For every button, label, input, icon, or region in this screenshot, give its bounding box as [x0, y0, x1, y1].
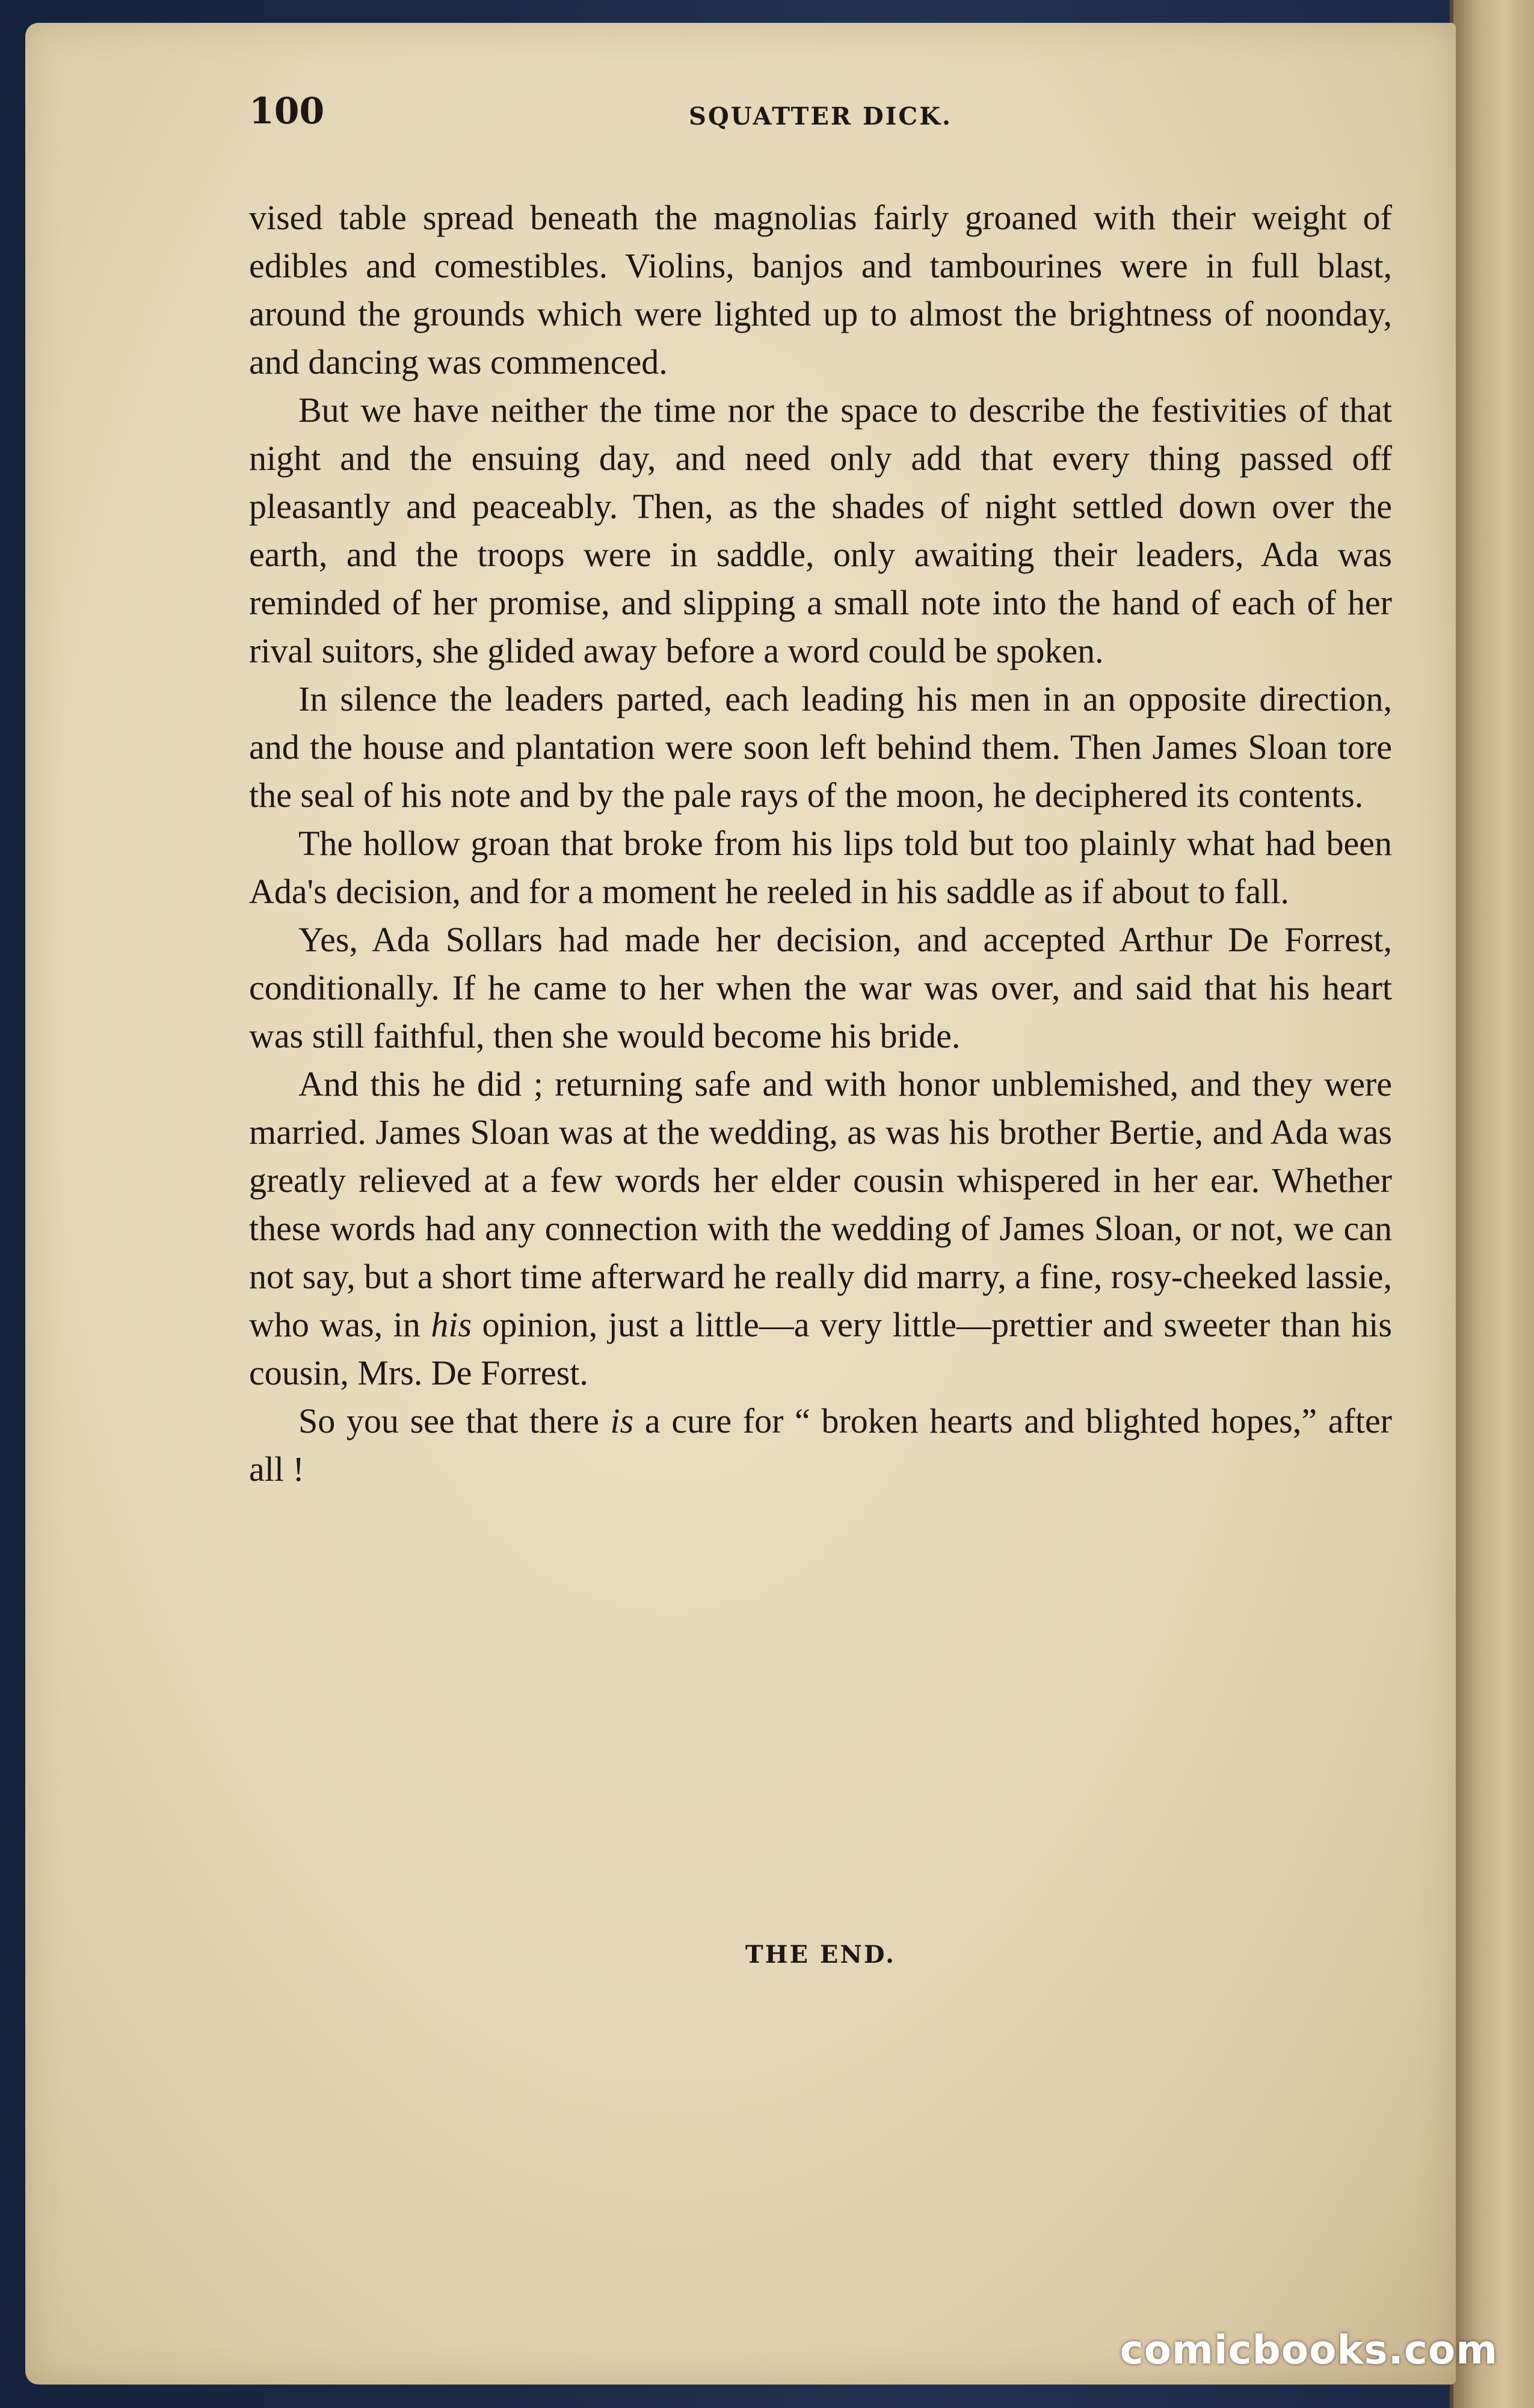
- body-text: [249, 194, 1392, 1493]
- paragraph-6-emphasis: his: [431, 1305, 472, 1344]
- paragraph-6-text-b: opinion, just a little—a very little—prettier and sweeter than his cousin, Mrs. De Forrest.: [249, 1305, 1392, 1392]
- page-header: [249, 90, 1392, 144]
- paragraph-7-emphasis: is: [610, 1401, 634, 1440]
- paragraph-3: In silence the leaders parted, each leading his men in an opposite direction, and the house and plantation were soon left behind them. Then James Sloan tore the seal of his note and by the pale rays of the moon, he deciphered its contents.: [249, 679, 1392, 815]
- end-mark: THE END.: [745, 1940, 896, 1969]
- paragraph-7-text-a: So you see that there: [298, 1401, 611, 1440]
- paragraph-7-text-b: a cure for “ broken hearts and blighted hopes,” after all !: [249, 1401, 1392, 1489]
- next-page-edge: [1450, 0, 1534, 2408]
- paragraph-4: The hollow groan that broke from his lips told but too plainly what had been Ada's decision, and for a moment he reeled in his saddle as if about to fall.: [249, 824, 1392, 911]
- paragraph-1: vised table spread beneath the magnolias fairly groaned with their weight of edibles and comestibles. Violins, banjos and tambourines were in full blast, around the grounds which were lighted up to almost the brightness of noonday, and dancing was commenced.: [249, 198, 1392, 381]
- paragraph-6-text-a: And this he did ; returning safe and with honor unblemished, and they were married. James Sloan was at the wedding, as was his brother Bertie, and Ada was greatly relieved at a few words her elder cousin whispered in her ear. Whether these words had any connection with the wedding of James Sloan, or not, we can not say, but a short time afterward he really did marry, a fine, rosy-cheeked lassie, who was, in: [249, 1064, 1392, 1344]
- running-title: SQUATTER DICK.: [689, 102, 952, 131]
- paragraph-5: Yes, Ada Sollars had made her decision, and accepted Arthur De Forrest, conditionally. If he came to her when the war was over, and said that his heart was still faithful, then she would become his bride.: [249, 920, 1392, 1055]
- paragraph-7: [249, 1397, 1392, 1493]
- page-number: 100: [249, 90, 325, 132]
- paragraph-2: But we have neither the time nor the space to describe the festivities of that night and the ensuing day, and need only add that every thing passed off pleasantly and peaceably. Then, as the shades of night settled down over the earth, and the troops were in saddle, only awaiting their leaders, Ada was reminded of her promise, and slipping a small note into the hand of each of her rival suitors, she glided away before a word could be spoken.: [249, 391, 1392, 670]
- site-watermark: comicbooks.com: [1120, 2327, 1498, 2373]
- paragraph-6: [249, 1060, 1392, 1397]
